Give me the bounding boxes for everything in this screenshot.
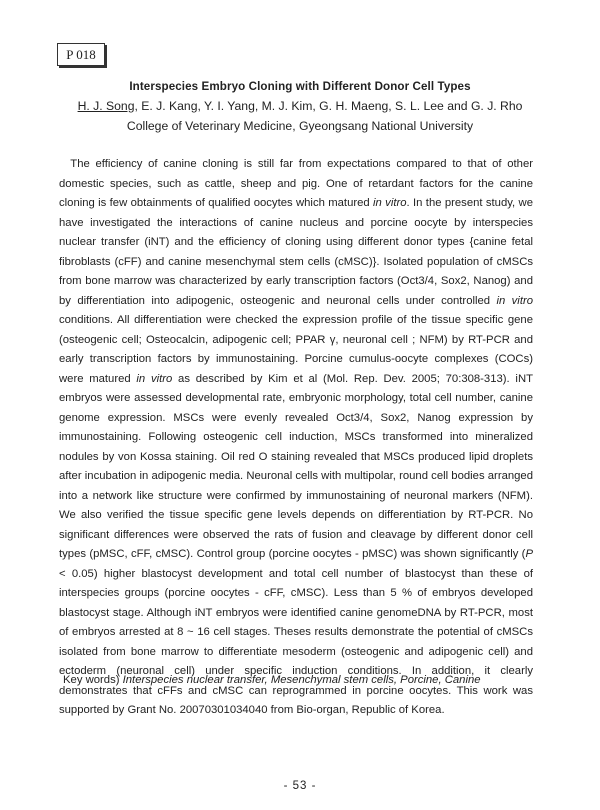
abstract-text-3: conditions. All differentiation were checked the expression profile of the tissue specific gene (osteogenic cell; Osteocalcin, adipogenic cell; PPAR γ, neuronal cell ; NFM) by RT-PCR and early transcription factors by immunostaining. Porcine cumulus-oocyte complexes (COCs) were matured (59, 314, 533, 385)
keywords-label: Key words) (63, 674, 123, 686)
paper-code: P 018 (66, 47, 96, 62)
page-number: - 53 - (283, 780, 317, 792)
lead-author: H. J. Song (77, 99, 135, 113)
author-list (0, 99, 600, 113)
keywords-line (63, 674, 481, 686)
abstract-text-2: . In the present study, we have investigated the interactions of canine nucleus and porcine oocyte by interspecies nuclear transfer (iNT) and the efficiency of cloning using different donor types {canine fetal fibroblasts (cFF) and canine mesenchymal stem cells (cMSC)}. Isolated population of cMSCs from bone marrow was characterized by early transcription factors (Oct3/4, Sox2, Nanog) and by differentiation into adipogenic, osteogenic and neuronal cells under controlled (59, 197, 533, 307)
abstract-text-4: as described by Kim et al (Mol. Rep. Dev. 2005; 70:308-313). iNT embryos were assessed developmental rate, embryonic morphology, total cell number, canine genome expression. MSCs were evenly revealed Oct3/4, Sox2, Nanog expression by immunostaining. Following osteogenic cell induction, MSCs transformed into mineralized nodules by von Kossa staining. Oil red O staining revealed that MSCs produced lipid droplets after incubation in adipogenic media. Neuronal cells with multipolar, round cell bodies arranged into a network like structure were confirmed by immunostaining of neuronal markers (NFM). We also verified the tissue specific gene levels depends on differentiation by RT-PCR. No significant differences were observed the rats of fusion and cleavage by different donor cell types (pMSC, cFF, cMSC). Control group (porcine oocytes - pMSC) was shown significantly ( (59, 372, 533, 560)
abstract-body (59, 155, 533, 721)
affiliation: College of Veterinary Medicine, Gyeongsang National University (126, 119, 474, 133)
abstract-italic-in-vitro-2: in vitro (496, 294, 534, 307)
abstract-italic-in-vitro-1: in vitro (373, 197, 407, 209)
abstract-italic-in-vitro-3: in vitro (136, 372, 173, 385)
abstract-text-1: The efficiency of canine cloning is still far from expectations compared to that of other domestic species, such as cattle, sheep and pig. One of retardant factors for the canine cloning is few obtainments of qualified oocytes which matured (59, 158, 533, 209)
co-authors: , E. J. Kang, Y. I. Yang, M. J. Kim, G. H. Maeng, S. L. Lee and G. J. Rho (134, 99, 523, 113)
keywords-values: Interspecies nuclear transfer, Mesenchymal stem cells, Porcine, Canine (122, 674, 481, 686)
abstract-text-5: < 0.05) higher blastocyst development and total cell number of blastocyst than these of interspecies groups (porcine oocytes - cFF, cMSC). Less than 5 % of embryos developed blastocyst stage. Although iNT embryos were identified canine genomeDNA by RT-PCR, most of embryos arrested at 8 ~ 16 cell stages. Theses results demonstrate the potential of cMSCs isolated from bone marrow to differentiate mesoderm (osteogenic and adipogenic cell) and ectoderm (neuronal cell) under specific induction conditions. In addition, it clearly demonstrates that cFFs and cMSC can reprogrammed in porcine oocytes. This work was supported by Grant No. 20070301034040 from Bio-organ, Republic of Korea. (59, 567, 533, 716)
abstract-italic-p-symbol: P (525, 548, 533, 560)
paper-code-box (57, 43, 105, 66)
paper-title: Interspecies Embryo Cloning with Different Donor Cell Types (129, 80, 471, 93)
